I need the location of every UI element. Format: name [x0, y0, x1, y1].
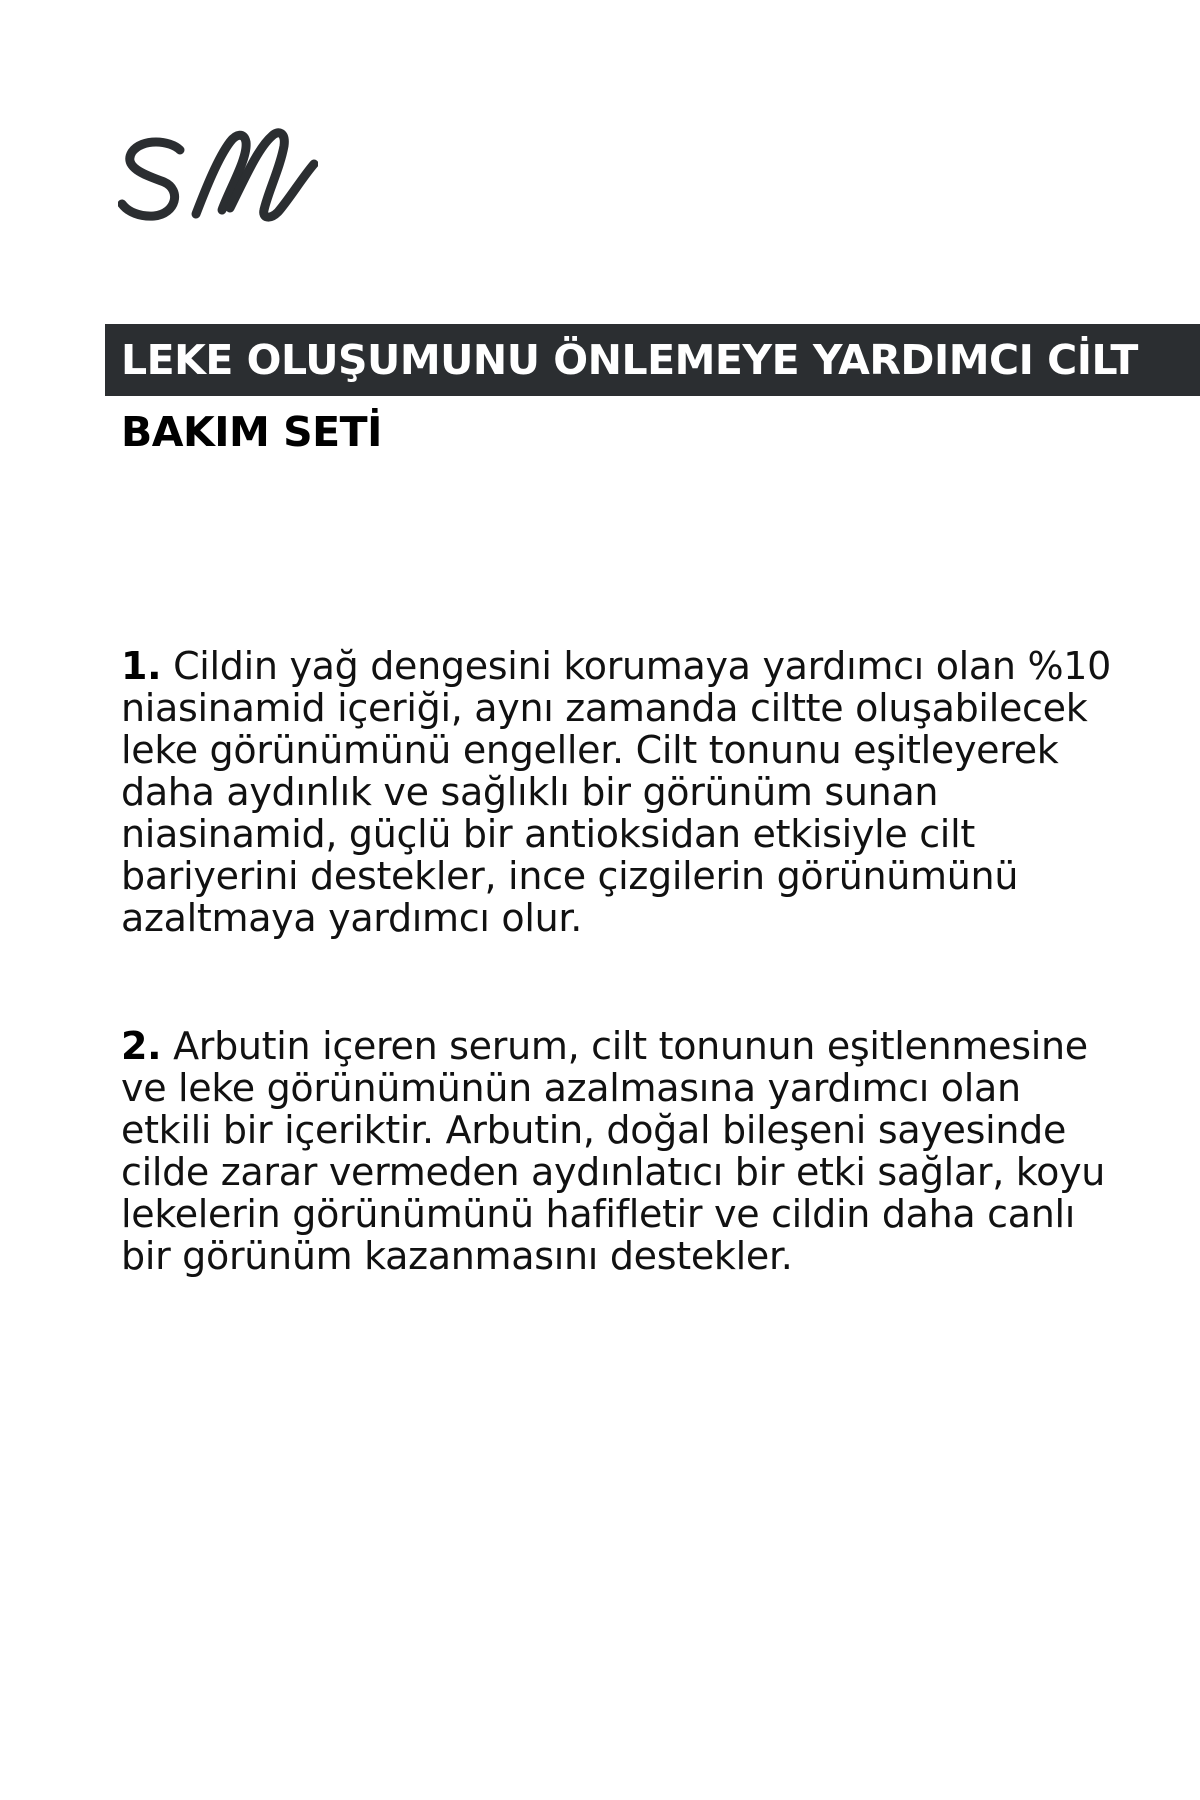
item-number: 2. [121, 1024, 162, 1068]
list-item [121, 645, 1121, 939]
title-line-second: BAKIM SETİ [121, 408, 382, 456]
title-line-highlighted: LEKE OLUŞUMUNU ÖNLEMEYE YARDIMCI CİLT [105, 324, 1200, 396]
sn-monogram-icon [118, 118, 318, 228]
item-text: Cildin yağ dengesini korumaya yardımcı olan %10 niasinamid içeriği, aynı zamanda ciltte oluşabilecek leke görünümünü engeller. Cilt tonunu eşitleyerek daha aydınlık ve sağlıklı bir görünüm sunan niasinamid, güçlü bir antioksidan etkisiyle cilt bariyerini destekler, ince çizgilerin görünümünü azaltmaya yardımcı olur. [121, 644, 1112, 940]
item-number: 1. [121, 644, 162, 688]
page-title [105, 324, 1200, 468]
list-item [121, 1025, 1121, 1277]
item-text: Arbutin içeren serum, cilt tonunun eşitlenmesine ve leke görünümünün azalmasına yardımcı olan etkili bir içeriktir. Arbutin, doğal bileşeni sayesinde cilde zarar vermeden aydınlatıcı bir etki sağlar, koyu lekelerin görünümünü hafifletir ve cildin daha canlı bir görünüm kazanmasını destekler. [121, 1024, 1106, 1278]
